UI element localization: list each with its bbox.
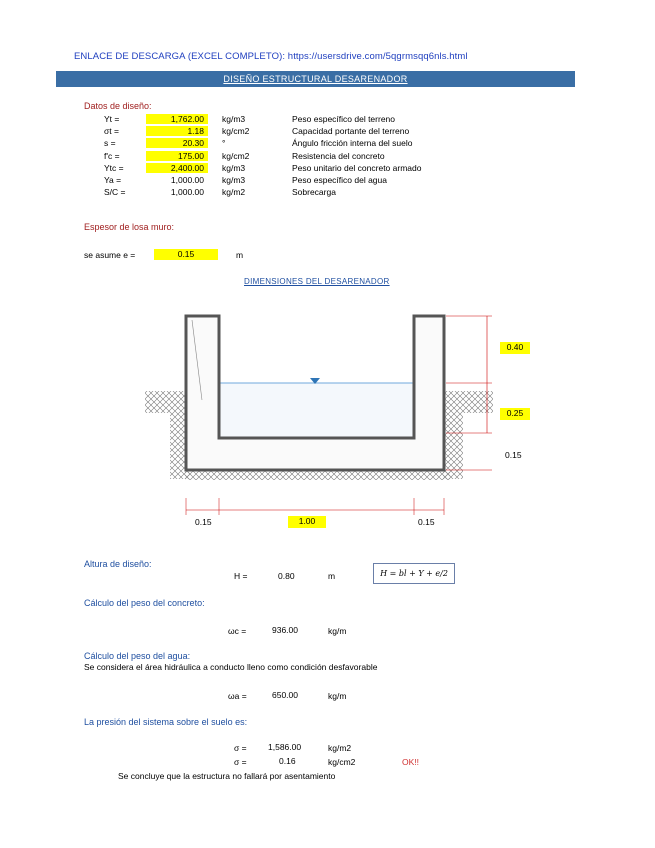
espesor-unit: m	[236, 250, 244, 260]
espesor-value: 0.15	[154, 249, 218, 260]
altura-label: H =	[234, 571, 248, 581]
espesor-label: se asume e =	[84, 250, 136, 260]
datos-value: 1,000.00	[170, 187, 204, 198]
datos-desc: Peso unitario del concreto armado	[292, 162, 422, 173]
altura-unit: m	[328, 571, 336, 581]
dim-left-label: 0.15	[195, 517, 212, 527]
datos-symbol: σt =	[104, 126, 119, 137]
datos-value: 20.30	[146, 138, 208, 148]
peso-concreto-title: Cálculo del peso del concreto:	[84, 598, 205, 608]
datos-value: 2,400.00	[146, 163, 208, 173]
dim-top-label: 0.40	[500, 342, 530, 354]
dim-right-label: 0.15	[418, 517, 435, 527]
datos-unit: kg/m3	[222, 162, 246, 173]
datos-desc: Ángulo fricción interna del suelo	[292, 138, 413, 149]
presion-unit-2: kg/cm2	[328, 757, 356, 767]
peso-agua-label: ωa =	[228, 691, 247, 701]
soil-hatch-right	[443, 391, 493, 413]
presion-label-2: σ =	[234, 757, 247, 767]
datos-symbol: Ya =	[104, 175, 122, 185]
datos-desc: Peso específico del agua	[292, 175, 387, 185]
presion-value-1: 1,586.00	[268, 742, 302, 752]
datos-desc: Sobrecarga	[292, 187, 336, 198]
presion-label-1: σ =	[234, 743, 247, 753]
datos-value: 1,000.00	[170, 175, 204, 185]
datos-symbol: f'c =	[104, 150, 120, 161]
peso-agua-note: Se considera el área hidráulica a conducto lleno como condición desfavorable	[84, 662, 378, 672]
download-link[interactable]: ENLACE DE DESCARGA (EXCEL COMPLETO): https://usersdrive.com/5qgrmsqq6nls.html	[74, 51, 468, 62]
altura-value: 0.80	[278, 571, 295, 581]
altura-title: Altura de diseño:	[84, 559, 152, 569]
soil-hatch-left	[145, 391, 187, 413]
datos-desc: Resistencia del concreto	[292, 150, 385, 161]
datos-value: 175.00	[146, 151, 208, 161]
presion-value-2: 0.16	[279, 756, 296, 766]
espesor-title: Espesor de losa muro:	[84, 222, 175, 232]
presion-status: OK!!	[402, 757, 420, 767]
section-banner	[56, 71, 575, 87]
datos-symbol: Ytc =	[104, 162, 124, 173]
dim-bottom-label: 0.15	[505, 450, 522, 460]
dim-mid-label: 0.25	[500, 408, 530, 420]
datos-unit: kg/m2	[222, 187, 246, 198]
datos-unit: kg/m3	[222, 175, 246, 185]
peso-agua-title: Cálculo del peso del agua:	[84, 651, 191, 661]
datos-unit: kg/m3	[222, 114, 246, 124]
datos-title: Datos de diseño:	[84, 101, 152, 111]
altura-formula: H = bl + Y + e/2	[373, 563, 455, 584]
datos-desc: Capacidad portante del terreno	[292, 126, 410, 137]
datos-symbol: S/C =	[104, 187, 126, 198]
dim-center-label: 1.00	[288, 516, 326, 528]
presion-conclusion: Se concluye que la estructura no fallará por asentamiento	[118, 771, 336, 781]
peso-concreto-value: 936.00	[272, 625, 298, 635]
datos-unit: kg/cm2	[222, 150, 250, 161]
peso-agua-unit: kg/m	[328, 691, 347, 701]
datos-symbol: ѕ =	[104, 138, 116, 149]
datos-unit: °	[222, 138, 226, 149]
desarenador-section-diagram	[130, 300, 530, 540]
peso-agua-value: 650.00	[272, 690, 298, 700]
datos-symbol: Yt =	[104, 114, 120, 124]
banner-title: DISEÑO ESTRUCTURAL DESARENADOR	[223, 74, 408, 84]
presion-title: La presión del sistema sobre el suelo es:	[84, 717, 248, 727]
presion-unit-1: kg/m2	[328, 743, 352, 753]
datos-value: 1,762.00	[146, 114, 208, 124]
peso-concreto-label: ωc =	[228, 626, 247, 636]
peso-concreto-unit: kg/m	[328, 626, 347, 636]
datos-desc: Peso específico del terreno	[292, 114, 396, 124]
datos-unit: kg/cm2	[222, 126, 250, 137]
diagram-title: DIMENSIONES DEL DESARENADOR	[244, 277, 390, 286]
datos-value: 1.18	[146, 126, 208, 136]
